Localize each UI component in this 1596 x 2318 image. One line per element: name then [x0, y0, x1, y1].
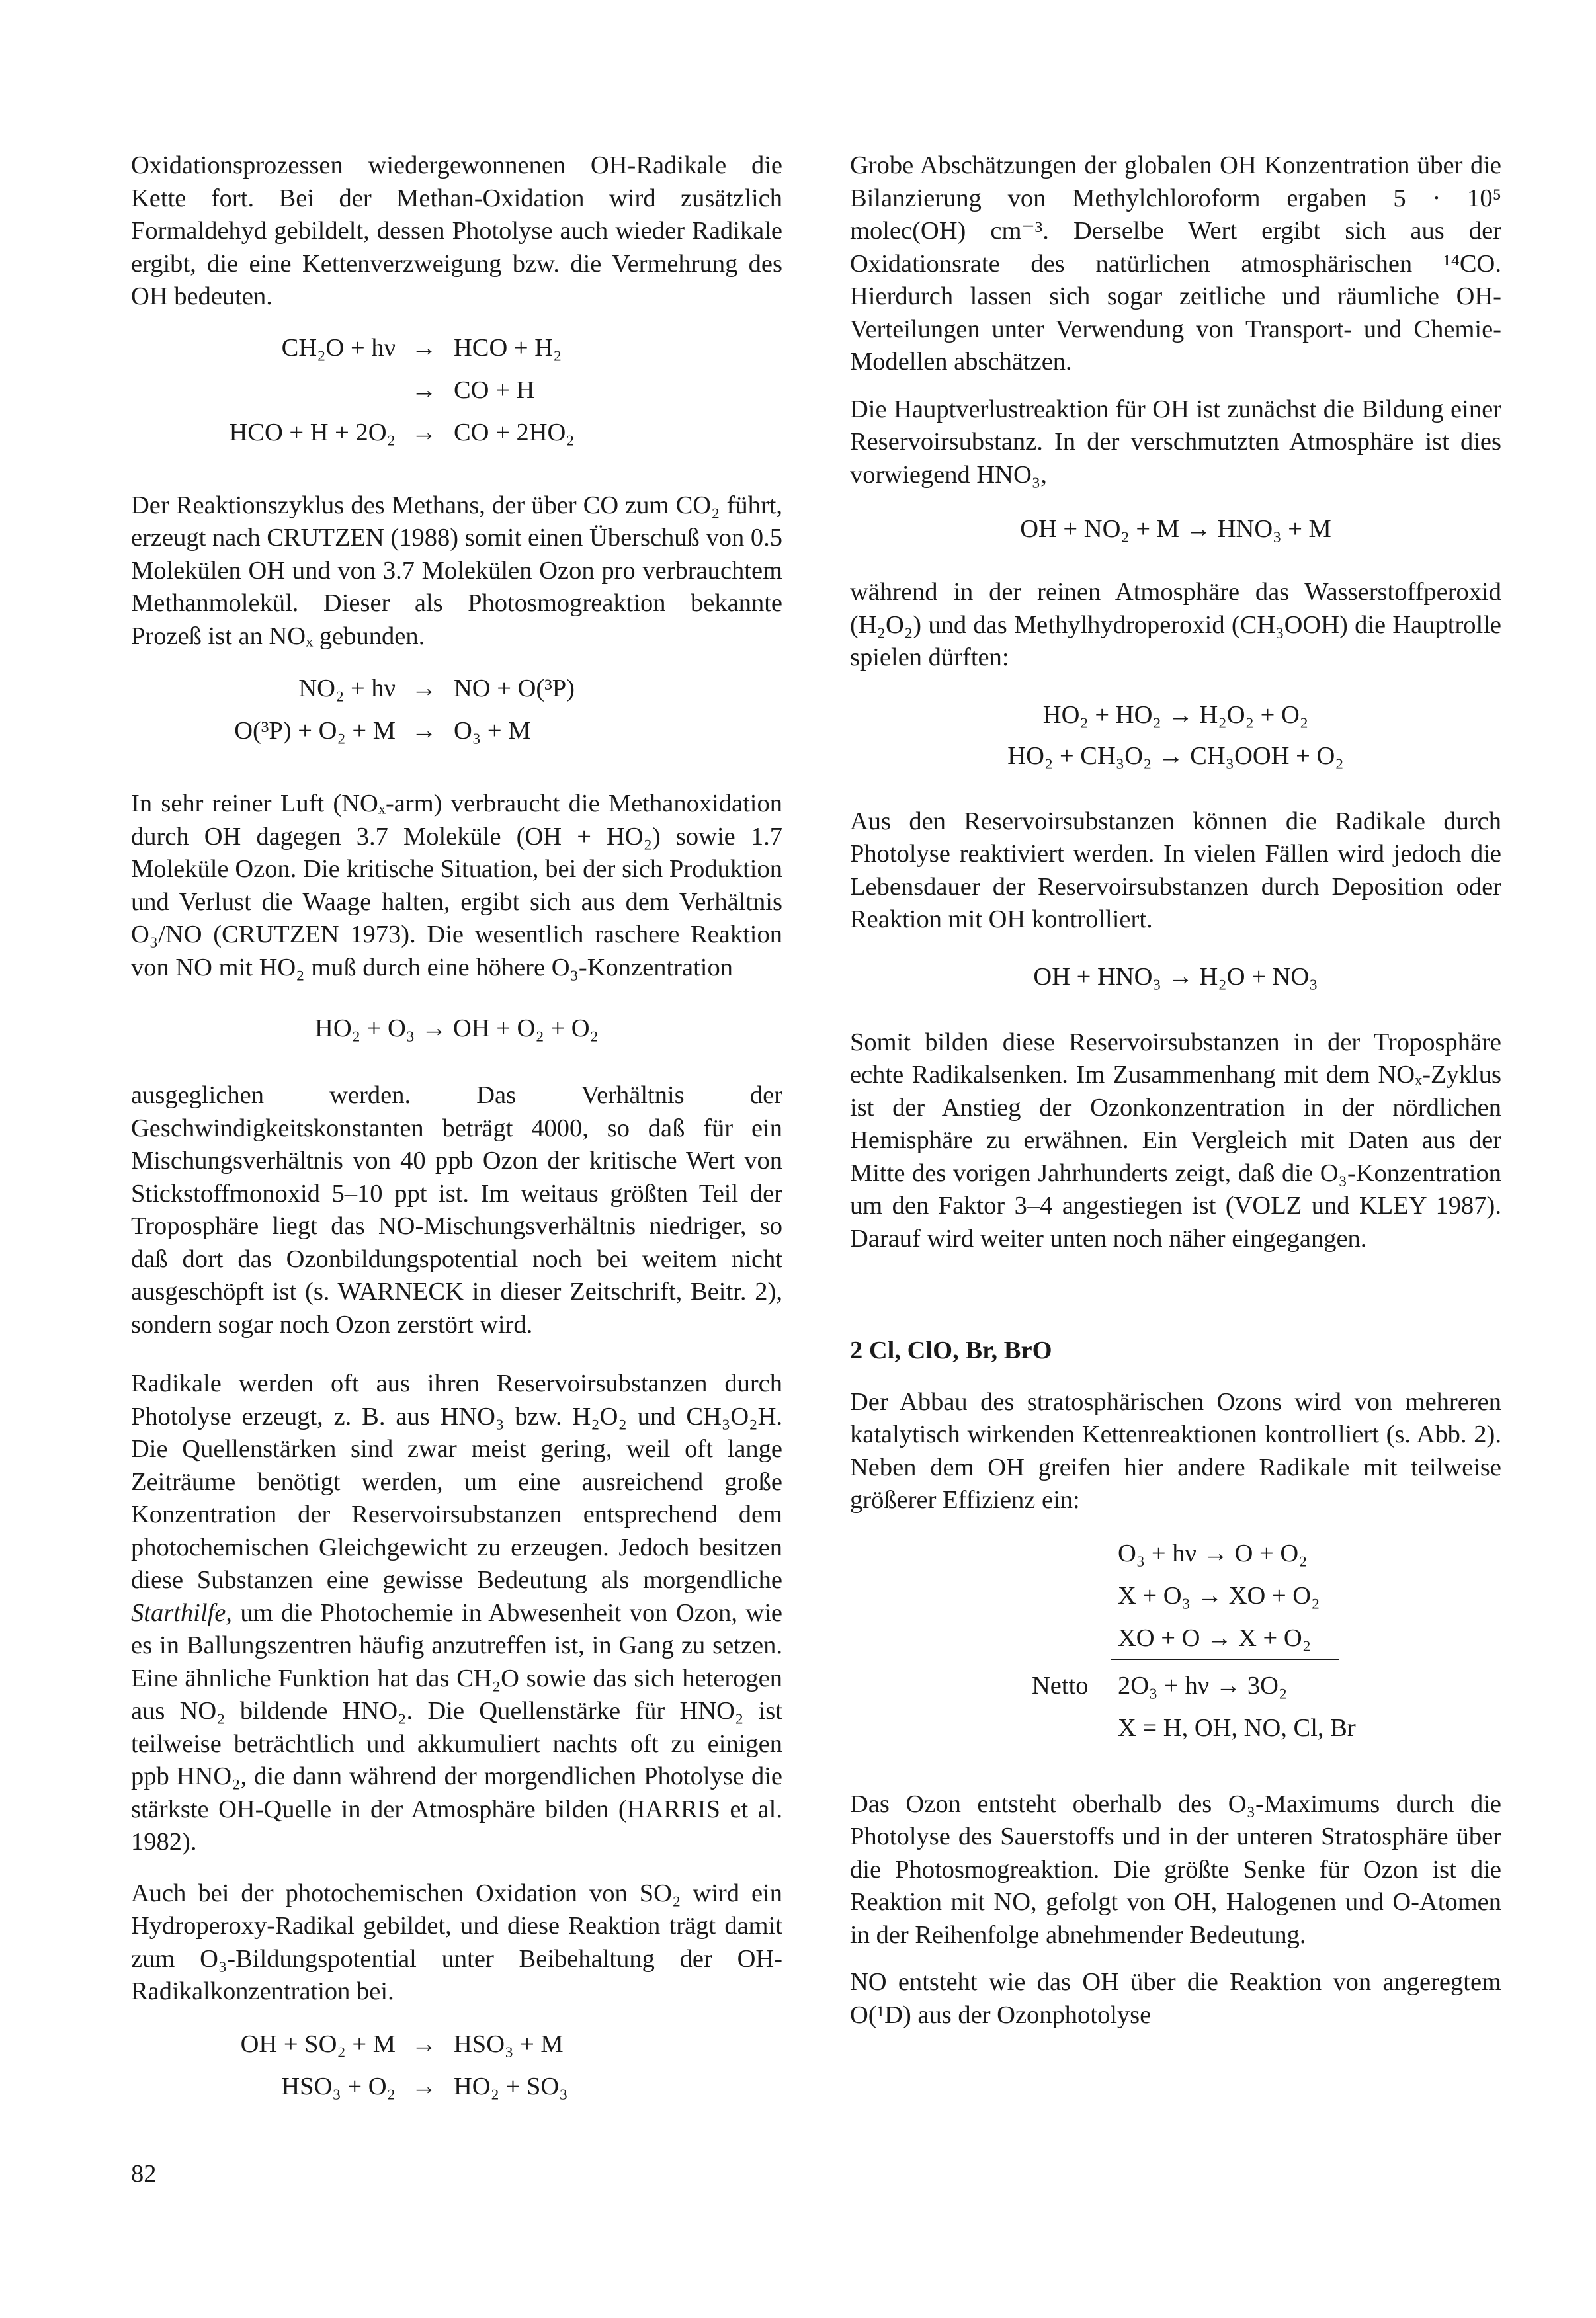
- paragraph-text: Radikale werden oft aus ihren Reservoirsubstanzen durch Photolyse erzeugt, z. B. aus HNO₃ bzw. H₂O₂ und CH₃O₂H. Die Quellenstärken sind zwar meist gering, weil oft lange Zeiträume benötigt werden, um eine ausreichend große Konzentration der Reservoirsubstanzen entsprechend dem photochemischen Gleichgewicht zu erzeugen. Jedoch besitzen diese Substanzen eine gewisse Bedeutung als morgendliche: [131, 1370, 782, 1594]
- equation-rhs: CO + 2HO₂: [454, 418, 575, 446]
- equation: [131, 332, 782, 373]
- equation-rhs: HO₂ + SO₃: [454, 2072, 568, 2100]
- cycle-reaction-2: X + O₃ → XO + O₂: [1118, 1581, 1320, 1610]
- equation-rhs: O₃ + M: [454, 717, 531, 745]
- equation-rhs: CO + H: [454, 376, 535, 404]
- equation-oh-no2: OH + NO₂ + M → HNO₃ + M: [1020, 515, 1331, 543]
- equation-rhs: HSO₃ + M: [454, 2030, 564, 2058]
- equation-lhs: CH₂O + hν: [281, 333, 396, 362]
- paragraph: Die Hauptverlustreaktion für OH ist zunächst die Bildung einer Reservoirsubstanz. In der verschmutzten Atmosphäre ist dies vorwiegend HNO₃,: [850, 395, 1501, 489]
- equation-arrow: →: [411, 2072, 437, 2100]
- equation-lhs: HSO₃ + O₂: [281, 2072, 396, 2100]
- paragraph: [131, 1368, 782, 1859]
- paragraph-text: um die Photochemie in Abwesenheit von Ozon, wie es in Ballungszentren häufig anzutreffen ist, in Gang zu setzen. Eine ähnliche Funktion hat das CH₂O sowie das sich heterogen aus NO₂ bildende HNO₂. Die Quellenstärke für HNO₂ ist teilweise beträchtlich und akkumuliert nachts oft zu einigen ppb HNO₂, die dann während der morgendlichen Photolyse die stärkste OH-Quelle in der Atmosphäre bilden (HARRIS et al. 1982).: [131, 1598, 783, 1856]
- equation: [131, 673, 782, 714]
- paragraph: Aus den Reservoirsubstanzen können die Radikale durch Photolyse reaktiviert werden. In vielen Fällen wird jedoch die Lebensdauer der Reservoirsubstanzen durch Deposition oder Reaktion mit OH kontrolliert.: [850, 807, 1501, 933]
- equation: [131, 2028, 782, 2069]
- equation-arrow: →: [411, 333, 437, 362]
- equation-rhs: HCO + H₂: [454, 333, 562, 362]
- equation-arrow: →: [411, 2030, 437, 2058]
- paragraph: Grobe Abschätzungen der globalen OH Konzentration über die Bilanzierung von Methylchloroform ergaben 5 · 10⁵ molec(OH) cm⁻³. Derselbe Wert ergibt sich aus der Oxidationsrate des natürlichen atmosphärischen ¹⁴CO. Hierdurch lassen sich sogar zeitliche und räumliche OH-Verteilungen unter Verwendung von Transport- und Chemie-Modellen abschätzen.: [850, 151, 1501, 376]
- emphasis-text: Starthilfe,: [131, 1598, 232, 1627]
- paragraph: Oxidationsprozessen wiedergewonnenen OH-Radikale die Kette fort. Bei der Methan-Oxidation wird zusätzlich Formaldehyd gebildelt, dessen Photolyse auch wieder Radikale ergibt, die eine Kettenverzweigung bzw. die Vermehrung des OH bedeuten.: [131, 151, 782, 310]
- paragraph: Der Abbau des stratosphärischen Ozons wird von mehreren katalytisch wirkenden Kettenreaktionen kontrolliert (s. Abb. 2). Neben dem OH greifen hier andere Radikale mit teilweise größerer Effizienz ein:: [850, 1387, 1501, 1514]
- paragraph: Der Reaktionszyklus des Methans, der über CO zum CO₂ führt, erzeugt nach CRUTZEN (1988) somit einen Überschuß von 0.5 Molekülen OH und von 3.7 Molekülen Ozon pro verbrauchtem Methanmolekül. Dieser als Photosmogreaktion bekannte Prozeß ist an NOₓ gebunden.: [131, 491, 782, 650]
- netto-reaction: 2O₃ + hν → 3O₂: [1118, 1671, 1288, 1700]
- sum-rule: [1111, 1659, 1339, 1660]
- paragraph: ausgeglichen werden. Das Verhältnis der Geschwindigkeitskonstanten beträgt 4000, so daß für ein Mischungsverhältnis von 40 ppb Ozon der kritische Wert von Stickstoffmonoxid 5–10 ppt ist. Im weitaus größten Teil der Troposphäre liegt das NO-Mischungsverhältnis niedriger, so daß dort das Ozonbildungspotential noch bei weitem nicht ausgeschöpft ist (s. WARNECK in dieser Zeitschrift, Beitr. 2), sondern sogar noch Ozon zerstört wird.: [131, 1081, 782, 1339]
- equation: HO₂ + CH₃O₂ → CH₃OOH + O₂: [1007, 741, 1344, 770]
- equation-lhs: OH + SO₂ + M: [240, 2030, 396, 2058]
- equation-lhs: HCO + H + 2O₂: [229, 418, 396, 446]
- section-heading: 2 Cl, ClO, Br, BrO: [850, 1337, 1052, 1364]
- left-column: [131, 149, 782, 2143]
- equation: [131, 417, 782, 458]
- paragraph: während in der reinen Atmosphäre das Wasserstoffperoxid (H₂O₂) und das Methylhydroperoxid (CH₃OOH) die Hauptrolle spielen dürften:: [850, 578, 1501, 671]
- equation: [131, 374, 782, 415]
- equation-block-so2: [131, 2028, 782, 2112]
- catalytic-cycle: [850, 1533, 1501, 1751]
- equation-arrow: →: [411, 717, 437, 745]
- netto-label: Netto: [1032, 1671, 1089, 1700]
- equation-block-formaldehyde: [131, 332, 782, 458]
- paragraph: Somit bilden diese Reservoirsubstanzen in der Troposphäre echte Radikalsenken. Im Zusammenhang mit dem NOₓ-Zyklus ist der Anstieg der Ozonkonzentration in der nördlichen Hemisphäre zu erwähnen. Ein Vergleich mit Daten aus der Mitte des vorigen Jahrhunderts zeigt, daß die O₃-Konzentration um den Faktor 3–4 angestiegen ist (VOLZ und KLEY 1987). Darauf wird weiter unten noch näher eingegangen.: [850, 1028, 1501, 1253]
- equation-lhs: O(³P) + O₂ + M: [234, 717, 396, 745]
- right-column: [850, 149, 1501, 2046]
- paragraph: NO entsteht wie das OH über die Reaktion von angeregtem O(¹D) aus der Ozonphotolyse: [850, 1968, 1501, 2029]
- equation-block-peroxide: [850, 694, 1501, 776]
- equation-ho2-o3: HO₂ + O₃ → OH + O₂ + O₂: [315, 1014, 599, 1042]
- equation-rhs: NO + O(³P): [454, 675, 575, 702]
- page-number: 82: [131, 2160, 157, 2188]
- paragraph: Auch bei der photochemischen Oxidation von SO₂ wird ein Hydroperoxy-Radikal gebildet, und diese Reaktion trägt damit zum O₃-Bildungspotential unter Beibehaltung der OH-Radikalkonzentration bei.: [131, 1879, 782, 2005]
- equation-block-no2: [131, 673, 782, 756]
- equation-arrow: →: [411, 675, 437, 702]
- cycle-reaction-1: O₃ + hν → O + O₂: [1118, 1539, 1308, 1567]
- x-definition: X = H, OH, NO, Cl, Br: [1118, 1714, 1356, 1742]
- equation-arrow: →: [411, 418, 437, 446]
- equation: [131, 2071, 782, 2112]
- equation-lhs: NO₂ + hν: [298, 675, 396, 702]
- equation-oh-hno3: OH + HNO₃ → H₂O + NO₃: [1033, 962, 1318, 991]
- cycle-reaction-3: XO + O → X + O₂: [1118, 1624, 1312, 1652]
- paragraph: Das Ozon entsteht oberhalb des O₃-Maximums durch die Photolyse des Sauerstoffs und in der unteren Stratosphäre über die Photosmogreaktion. Die größte Senke für Ozon ist die Reaktion mit NO, gefolgt von OH, Halogenen und O-Atomen in der Reihenfolge abnehmender Bedeutung.: [850, 1790, 1501, 1949]
- paragraph: In sehr reiner Luft (NOₓ-arm) verbraucht die Methanoxidation durch OH dagegen 3.7 Moleküle (OH + HO₂) sowie 1.7 Moleküle Ozon. Die kritische Situation, bei der sich Produktion und Verlust die Waage halten, ergibt sich aus dem Verhältnis O₃/NO (CRUTZEN 1973). Die wesentlich raschere Reaktion von NO mit HO₂ muß durch eine höhere O₃-Konzentration: [131, 790, 782, 981]
- equation: HO₂ + HO₂ → H₂O₂ + O₂: [1042, 700, 1309, 729]
- equation: [131, 715, 782, 756]
- equation-arrow: →: [411, 376, 437, 404]
